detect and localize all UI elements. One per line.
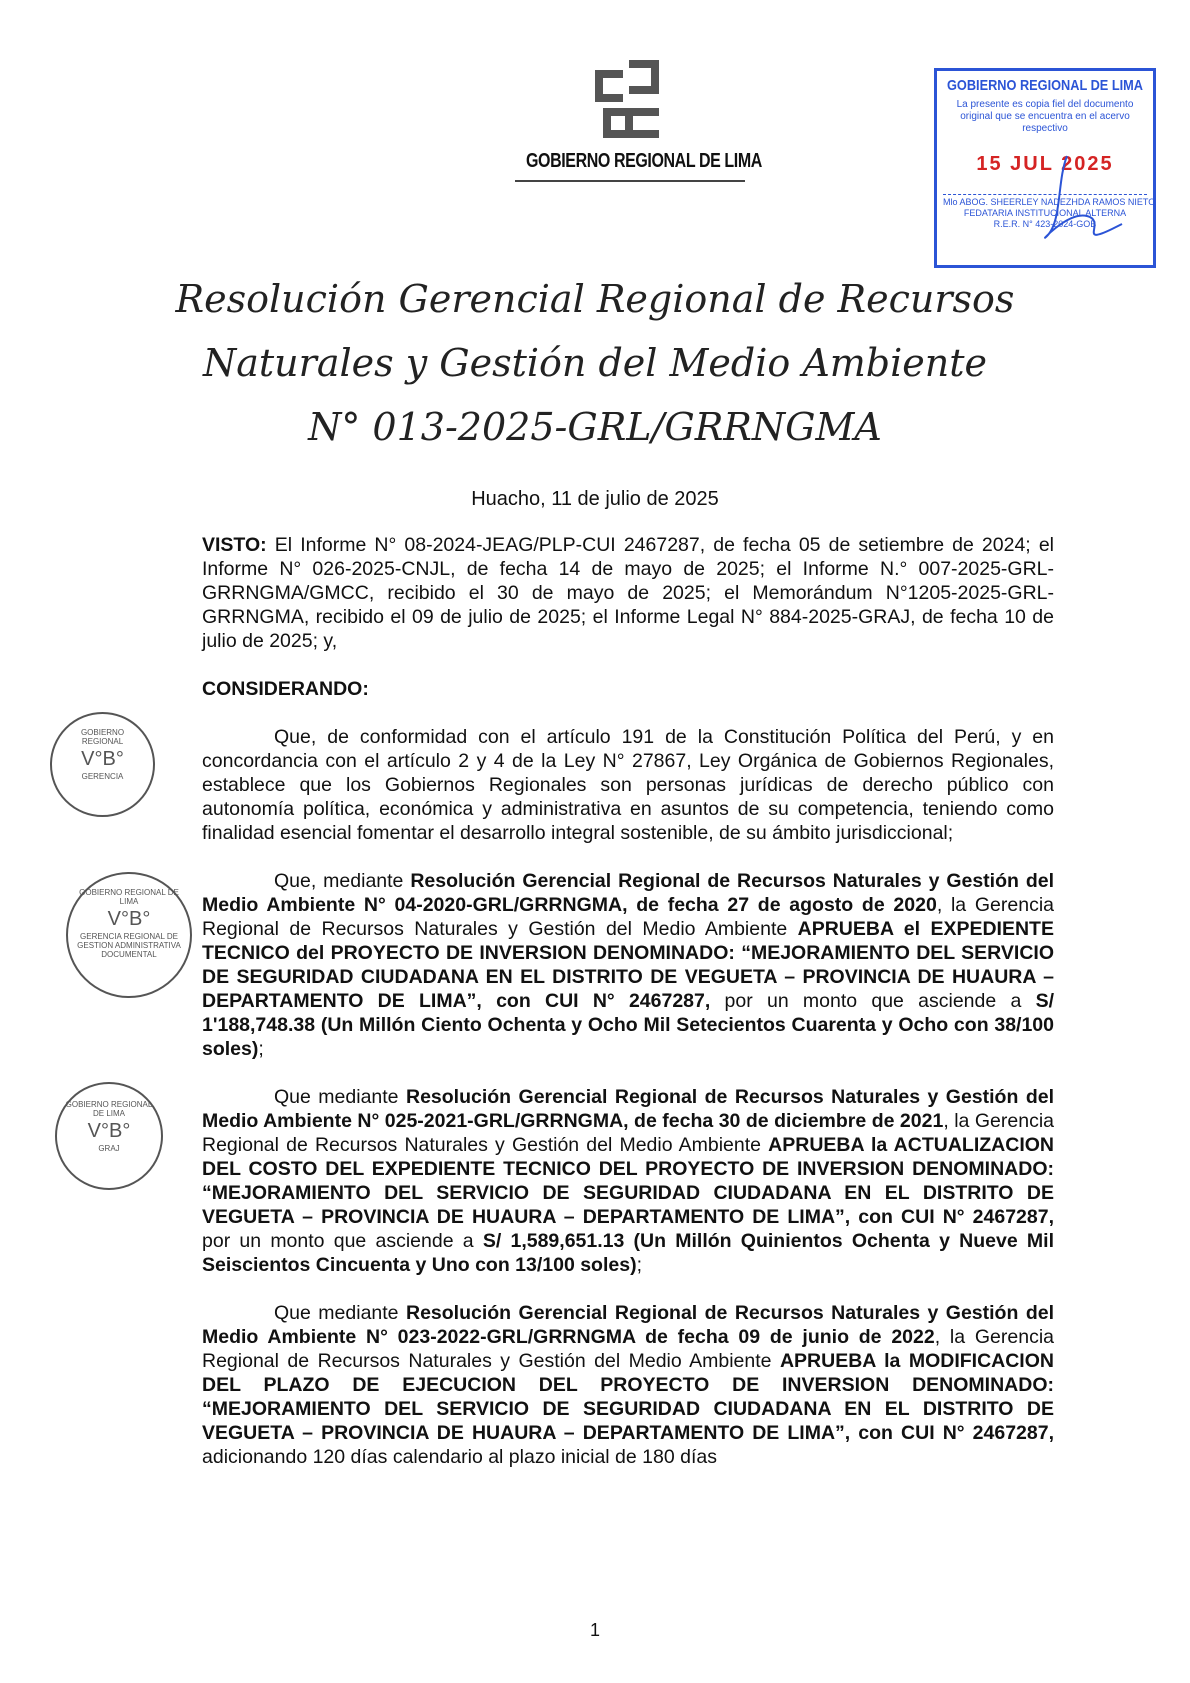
vobo-seal-1	[50, 712, 155, 817]
stamp-reg: R.E.R. N° 423-2024-GOB	[993, 219, 1097, 229]
stamp-date: 15 JUL 2025	[976, 153, 1114, 175]
text-segment: Que, mediante	[274, 870, 411, 892]
stamp-text: La presente es copia fiel del documento original que se encuentra en el acervo respectivo	[956, 99, 1134, 134]
text-segment: , la Gerencia Regional de Recursos Naturales y Gestión del Medio Ambiente	[202, 894, 1054, 940]
bold-text-segment: Resolución Gerencial Regional de Recursos Naturales y Gestión del Medio Ambiente N° 04-2020-GRL/GRRNGMA, de fecha 27 de agosto de 2020	[202, 870, 1054, 916]
stamp-name: Mlo ABOG. SHEERLEY NADEZHDA RAMOS NIETO	[943, 194, 1147, 208]
page-number: 1	[589, 1620, 600, 1640]
bold-text-segment: VISTO:	[202, 534, 267, 556]
considerando-paragraph	[202, 1085, 1054, 1277]
bold-text-segment: APRUEBA la ACTUALIZACION DEL COSTO DEL EXPEDIENTE TECNICO DEL PROYECTO DE INVERSION DENOMINADO: “MEJORAMIENTO DEL SERVICIO DE SEGURIDAD CIUDADANA EN EL DISTRITO DE VEGUETA – PROVINCIA DE HUAURA – DEPARTAMENTO DE LIMA”, con CUI N° 2467287,	[202, 1134, 1054, 1228]
text-segment: , la Gerencia Regional de Recursos Naturales y Gestión del Medio Ambiente	[202, 1110, 1055, 1156]
bold-text-segment: APRUEBA la MODIFICACION DEL PLAZO DE EJECUCION DEL PROYECTO DE INVERSION DENOMINADO: “MEJORAMIENTO DEL SERVICIO DE SEGURIDAD CIUDADANA EN EL DISTRITO DE VEGUETA – PROVINCIA DE HUAURA – DEPARTAMENTO DE LIMA”, con CUI N° 2467287,	[202, 1350, 1054, 1444]
seal-1-top: GOBIERNO REGIONAL	[80, 728, 125, 746]
bold-text-segment: Resolución Gerencial Regional de Recursos Naturales y Gestión del Medio Ambiente N° 025-2021-GRL/GRRNGMA, de fecha 30 de diciembre de 2021	[202, 1086, 1055, 1132]
stamp-role: FEDATARIA INSTITUCIONAL ALTERNA	[963, 208, 1127, 218]
seal-2-top: GOBIERNO REGIONAL DE LIMA	[79, 888, 179, 906]
text-segment: por un monto que asciende a	[710, 990, 1036, 1012]
text-segment: El Informe N° 08-2024-JEAG/PLP-CUI 2467287, de fecha 05 de setiembre de 2024; el Informe N° 026-2025-CNJL, de fecha 14 de mayo de 2025; el Informe N.° 007-2025-GRL-GRRNGMA/GMCC, recibido el 30 de mayo de 2025; el Memorándum N°1205-2025-GRL-GRRNGMA, recibido el 09 de julio de 2025; el Informe Legal N° 884-2025-GRAJ, de fecha 10 de julio de 2025; y,	[202, 534, 1054, 652]
considerando-heading: CONSIDERANDO:	[202, 678, 369, 700]
vobo-seal-2	[66, 872, 192, 998]
text-segment: adicionando 120 días calendario al plazo inicial de 180 días	[202, 1446, 717, 1468]
bold-text-segment: APRUEBA el EXPEDIENTE TECNICO del PROYECTO DE INVERSION DENOMINADO: “MEJORAMIENTO DEL SERVICIO DE SEGURIDAD CIUDADANA EN EL DISTRITO DE VEGUETA – PROVINCIA DE HUAURA – DEPARTAMENTO DE LIMA”, con CUI N° 2467287,	[202, 918, 1054, 1012]
vobo-seal-3	[55, 1082, 163, 1190]
considerando-paragraph	[202, 1301, 1054, 1469]
text-segment: Que, de conformidad con el artículo 191 de la Constitución Política del Perú, y en concordancia con el artículo 2 y 4 de la Ley N° 27867, Ley Orgánica de Gobiernos Regionales, establece que los Gobiernos Regionales son personas jurídicas de derecho público con autonomía política, económica y administrativa en asuntos de su competencia, teniendo como finalidad esencial fomentar el desarrollo integral sostenible, de su ámbito jurisdiccional;	[202, 726, 1054, 844]
seal-3-top: GOBIERNO REGIONAL DE LIMA	[65, 1100, 153, 1118]
gobierno-regional-logo	[595, 60, 665, 140]
document-body	[202, 533, 1054, 1493]
document-date: Huacho, 11 de julio de 2025	[471, 488, 719, 510]
text-segment: por un monto que asciende a	[202, 1230, 483, 1252]
text-segment: Que mediante	[274, 1302, 406, 1324]
bold-text-segment: S/ 1'188,748.38 (Un Millón Ciento Ochenta y Ocho Mil Setecientos Cuarenta y Ocho con 38/100 soles)	[202, 990, 1054, 1060]
text-segment: Que mediante	[274, 1086, 406, 1108]
header-rule	[515, 180, 745, 182]
seal-3-bot: GRAJ	[98, 1144, 120, 1153]
seal-2-bot: GERENCIA REGIONAL DE GESTION ADMINISTRATIVA DOCUMENTAL	[77, 932, 181, 959]
title-line-1: Resolución Gerencial Regional de Recursos	[175, 277, 1015, 321]
considerando-paragraphs	[202, 725, 1054, 1469]
signature	[1017, 151, 1127, 251]
text-segment: ;	[636, 1254, 642, 1276]
bold-text-segment: S/ 1,589,651.13 (Un Millón Quinientos Ochenta y Nueve Mil Seiscientos Cincuenta y Uno con 13/100 soles)	[202, 1230, 1054, 1276]
text-segment: ;	[258, 1038, 264, 1060]
considerando-paragraph	[202, 725, 1054, 845]
stamp-org: GOBIERNO REGIONAL DE LIMA	[947, 77, 1143, 94]
seal-1-mid: V°B°	[81, 748, 124, 770]
title-line-2: Naturales y Gestión del Medio Ambiente	[203, 341, 987, 385]
certified-copy-stamp	[934, 68, 1156, 268]
visto-paragraph	[202, 533, 1054, 653]
bold-text-segment: Resolución Gerencial Regional de Recursos Naturales y Gestión del Medio Ambiente N° 023-2022-GRL/GRRNGMA de fecha 09 de junio de 2022	[202, 1302, 1055, 1348]
header-org-name: GOBIERNO REGIONAL DE LIMA	[526, 150, 762, 172]
title-line-3: N° 013-2025-GRL/GRRNGMA	[308, 405, 882, 449]
text-segment: , la Gerencia Regional de Recursos Naturales y Gestión del Medio Ambiente	[202, 1326, 1054, 1372]
considerando-paragraph	[202, 869, 1054, 1061]
seal-2-mid: V°B°	[107, 908, 151, 930]
seal-1-bot: GERENCIA	[81, 772, 124, 781]
seal-3-mid: V°B°	[87, 1120, 131, 1142]
